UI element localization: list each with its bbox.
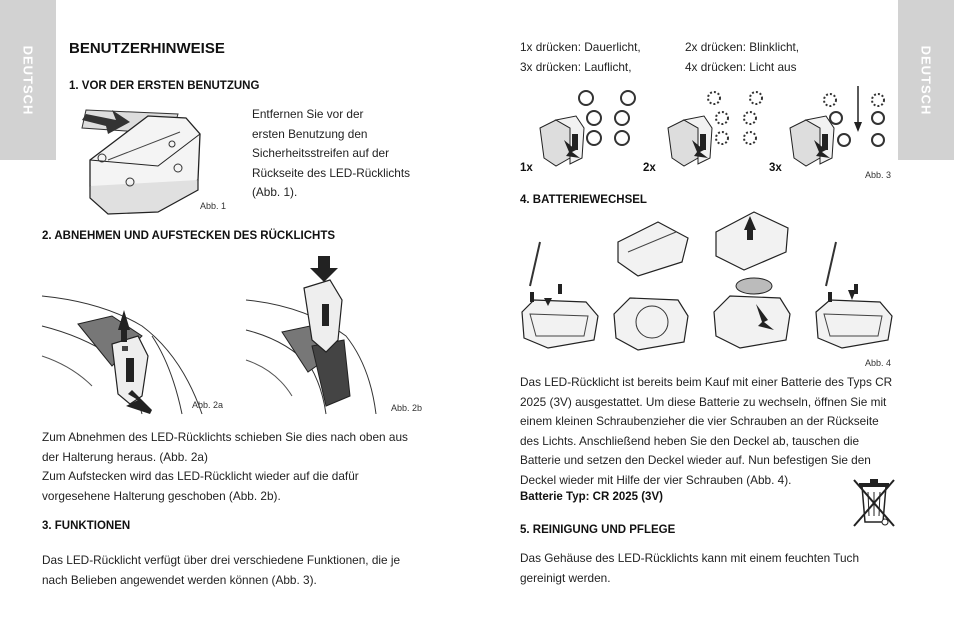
figure-4-caption: Abb. 4 — [865, 358, 892, 368]
text-line: Sicherheitsstreifen auf der — [252, 146, 390, 160]
text-line: einem kleinen Schraubenzieher die vier Schrauben an der Rückseite — [520, 414, 879, 428]
text-line: Deckel wieder mit Hilfe der vier Schrauben (Abb. 4). — [520, 472, 792, 487]
figure-3-step-1x: 1x — [520, 162, 533, 174]
text-line: Entfernen Sie vor der — [252, 107, 364, 121]
text-line: Zum Aufstecken wird das LED-Rücklicht wieder auf die dafür — [42, 469, 359, 483]
language-tab-right-label: DEUTSCH — [918, 45, 934, 115]
page-title: BENUTZERHINWEISE — [69, 40, 225, 57]
text-line: Zum Abnehmen des LED-Rücklichts schieben Sie dies nach oben aus — [42, 430, 408, 444]
section-2-text — [42, 428, 408, 506]
text-line: Rückseite des LED-Rücklichts — [252, 165, 411, 180]
section-3-text — [42, 551, 400, 590]
text-line: Das LED-Rücklicht verfügt über drei verschiedene Funktionen, die je — [42, 553, 401, 567]
figure-2b-caption: Abb. 2b — [391, 403, 423, 413]
section-3-heading: 3. FUNKTIONEN — [42, 520, 131, 532]
language-tab-right — [898, 0, 954, 160]
text-line: vorgesehene Halterung geschoben (Abb. 2b). — [42, 488, 281, 503]
section-5-heading: 5. REINIGUNG UND PFLEGE — [520, 524, 676, 536]
text-line: (Abb. 1). — [252, 185, 298, 199]
text-line: des Lichts. Anschließend heben Sie den Deckel ab, tauschen die — [520, 433, 860, 448]
section-1-heading: 1. VOR DER ERSTEN BENUTZUNG — [69, 80, 260, 92]
section-4-text — [520, 373, 892, 490]
mode-item: 4x drücken: Licht aus — [685, 59, 797, 74]
figure-4-illustration — [518, 212, 896, 364]
battery-type-line: Batterie Typ: CR 2025 (3V) — [520, 491, 663, 503]
text-line: gereinigt werden. — [520, 570, 611, 585]
language-tab-left — [0, 0, 56, 160]
language-tab-left-label: DEUTSCH — [20, 45, 36, 115]
text-line: der Halterung heraus. (Abb. 2a) — [42, 449, 208, 464]
mode-item: 2x drücken: Blinklicht, — [685, 40, 800, 54]
text-line: ersten Benutzung den — [252, 126, 368, 141]
section-5-text — [520, 549, 859, 588]
mode-item: 1x drücken: Dauerlicht, — [520, 40, 641, 54]
figure-2a-illustration — [42, 296, 226, 414]
mode-item: 3x drücken: Lauflicht, — [520, 59, 632, 74]
figure-2b-illustration — [246, 256, 386, 414]
text-line: nach Belieben angewendet werden können (Abb. 3). — [42, 572, 317, 587]
text-line: Das LED-Rücklicht ist bereits beim Kauf mit einer Batterie des Typs CR — [520, 375, 893, 389]
figure-3-caption: Abb. 3 — [865, 170, 892, 180]
modes-list-right — [685, 38, 799, 77]
weee-crossed-bin-icon — [852, 478, 896, 528]
section-1-text — [252, 105, 410, 203]
section-4-heading: 4. BATTERIEWECHSEL — [520, 194, 647, 206]
figure-3-step-2x: 2x — [643, 162, 656, 174]
figure-3-step-3x: 3x — [769, 162, 782, 174]
modes-list-left — [520, 38, 641, 77]
figure-3-illustration — [536, 88, 906, 178]
text-line: 2025 (3V) ausgestattet. Um diese Batterie zu wechseln, öffnen Sie mit — [520, 394, 887, 409]
figure-2a-caption: Abb. 2a — [192, 400, 224, 410]
text-line: Batterie und setzen den Deckel wieder auf. Nun befestigen Sie den — [520, 453, 871, 467]
section-2-heading: 2. ABNEHMEN UND AUFSTECKEN DES RÜCKLICHTS — [42, 230, 336, 242]
text-line: Das Gehäuse des LED-Rücklichts kann mit einem feuchten Tuch — [520, 551, 859, 565]
figure-1-caption: Abb. 1 — [200, 201, 227, 211]
